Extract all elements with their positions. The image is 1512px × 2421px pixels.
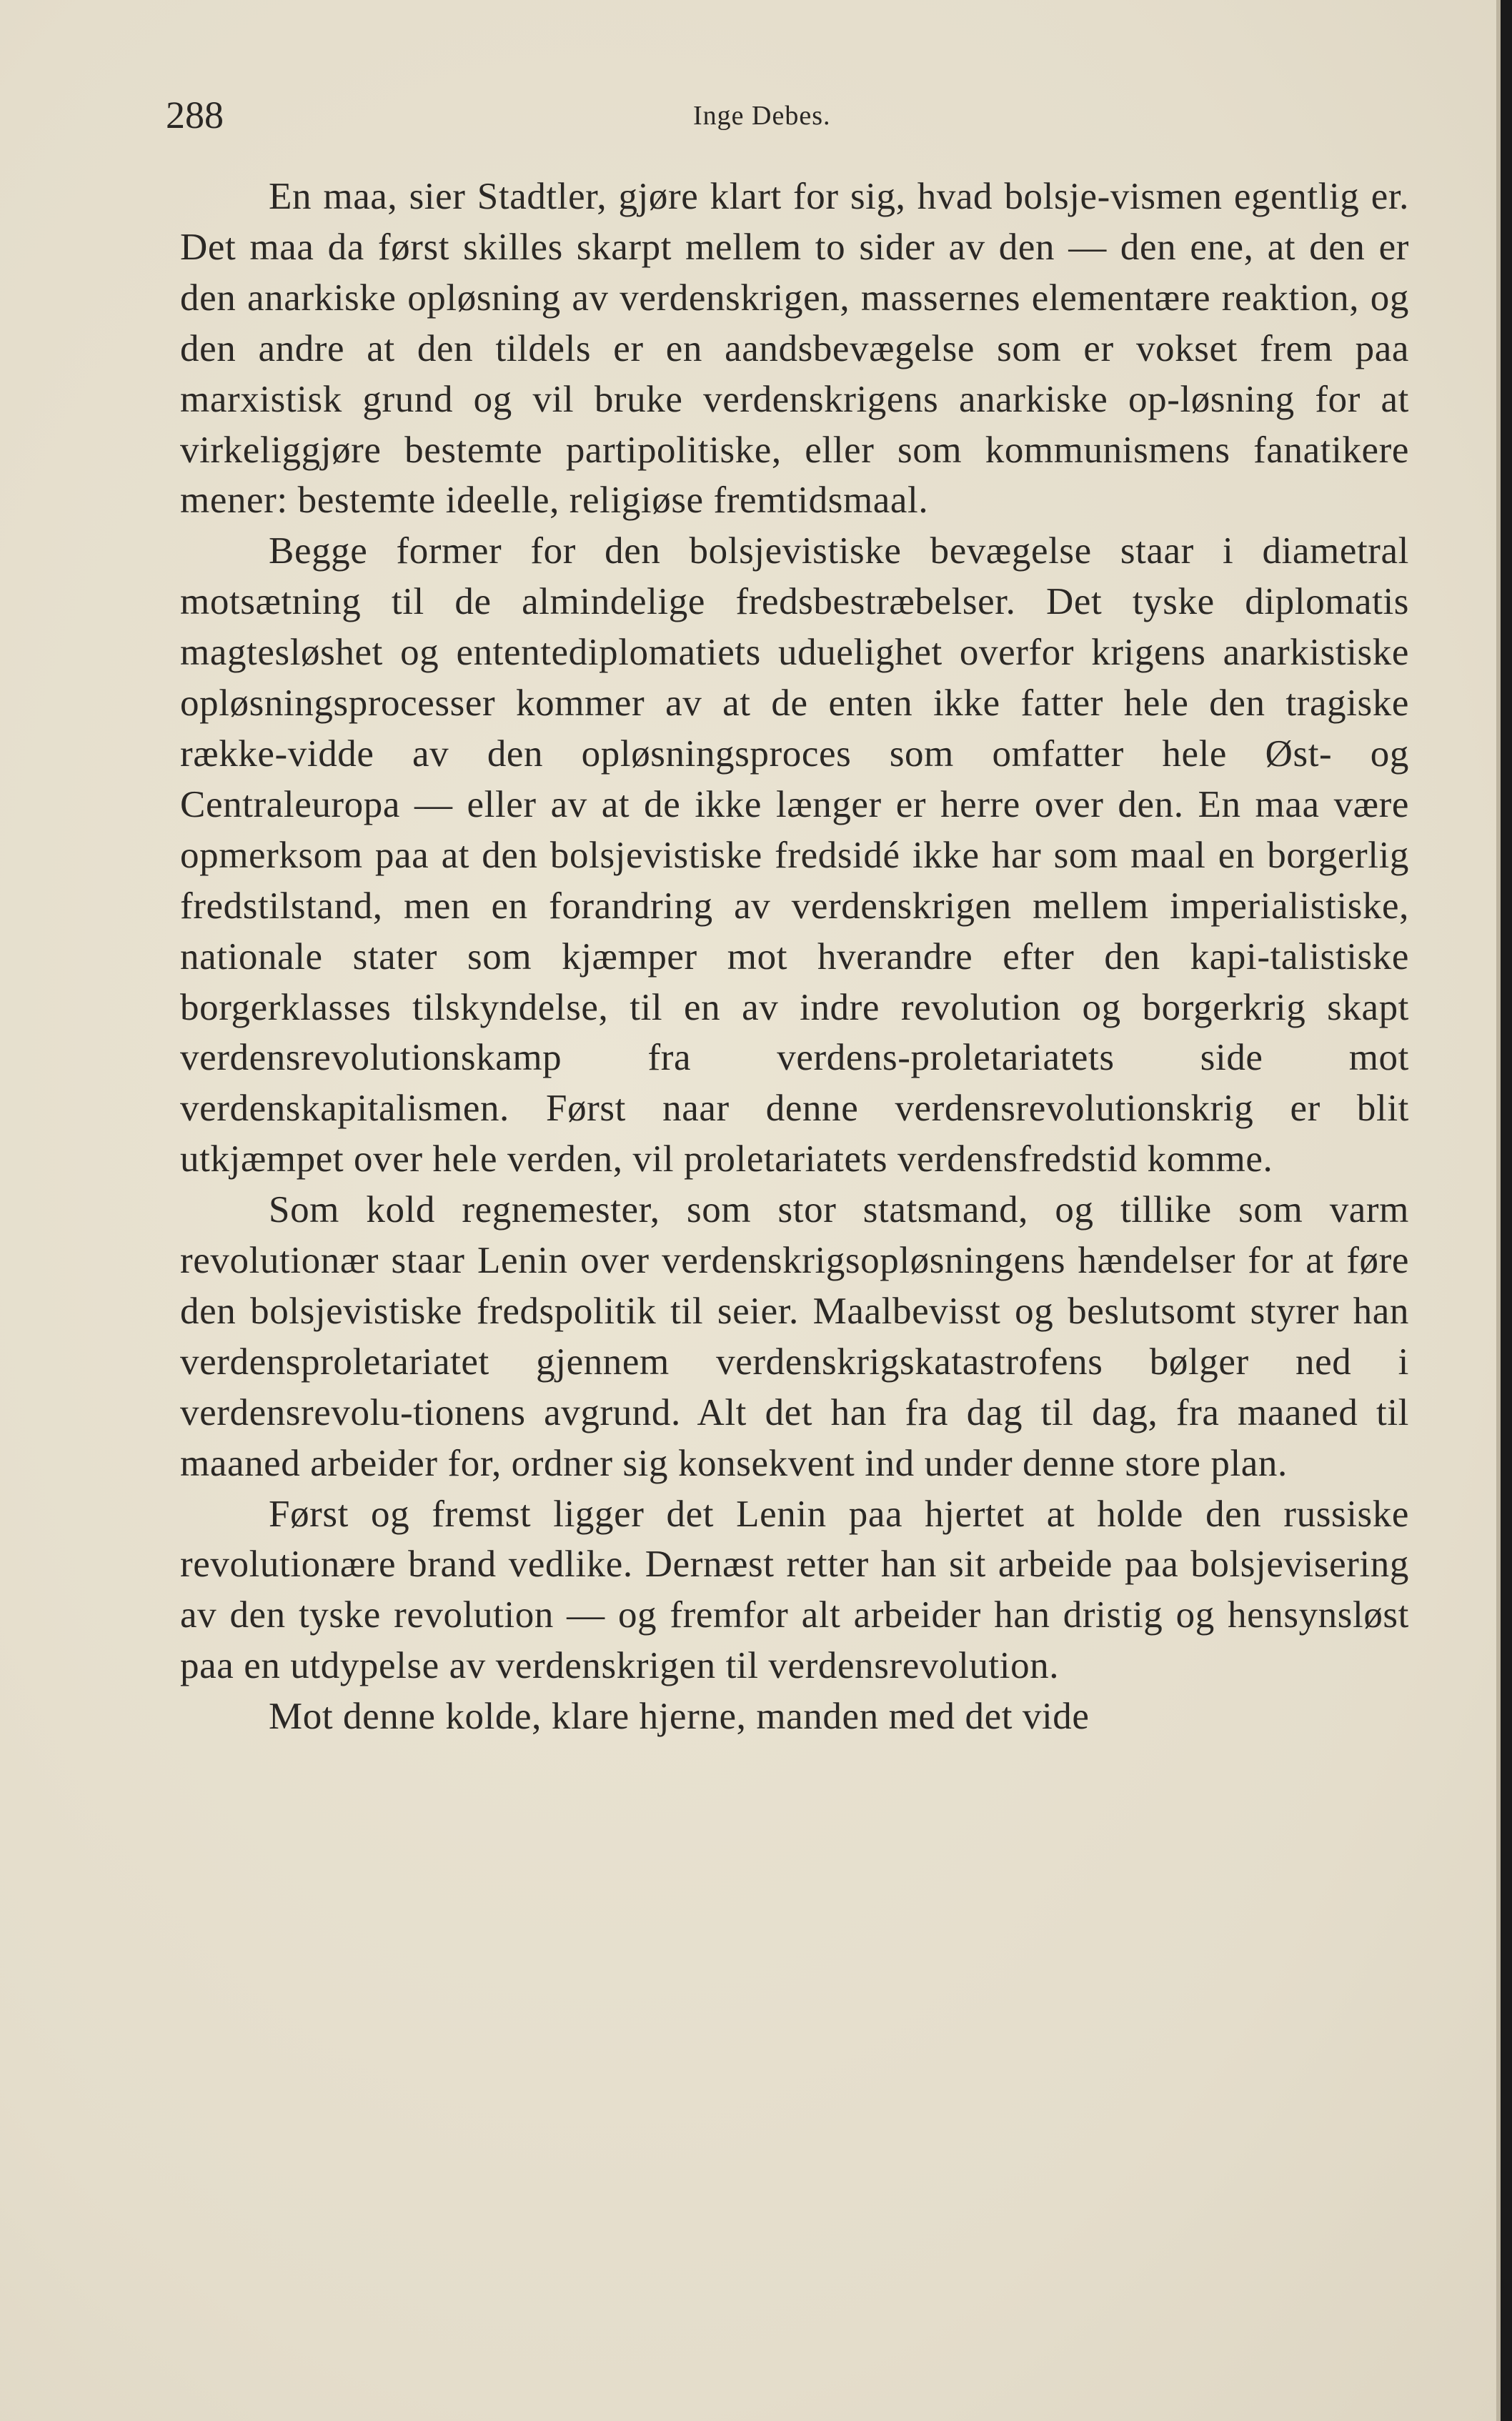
paragraph: Mot denne kolde, klare hjerne, manden med det vide [269, 1696, 1090, 1738]
paragraph: Som kold regnemester, som stor statsmand, og tillike som varm revolutionær staar Lenin over verdenskrigsopløsningens hændelser for at føre den bolsjevistiske fredspolitik til seier. Maalbevisst og beslutsomt styrer han verdensproletariatet gjennem verdenskrigskatastrofens bølger ned i verdensrevolu-tionens avgrund. Alt det han fra dag til dag, fra maaned til maaned arbeider for, ordner sig konsekvent ind under denne store plan. [180, 1189, 1409, 1484]
page-header [166, 93, 1409, 150]
body-text [180, 171, 1409, 1742]
page-edge [1496, 0, 1501, 2421]
paragraph: Først og fremst ligger det Lenin paa hjertet at holde den russiske revolutionære brand vedlike. Dernæst retter han sit arbeide paa bolsjevisering av den tyske revolution — og fremfor alt arbeider han dristig og hensynsløst paa en utdypelse av verdenskrigen til verdensrevolution. [180, 1493, 1409, 1687]
paragraph: En maa, sier Stadtler, gjøre klart for sig, hvad bolsje-vismen egentlig er. Det maa da først skilles skarpt mellem to sider av den — den ene, at den er den anarkiske opløsning av verdenskrigen, massernes elementære reaktion, og den andre at den tildels er en aandsbevægelse som er vokset frem paa marxistisk grund og vil bruke verdenskrigens anarkiske op-løsning for at virkeliggjøre bestemte partipolitiske, eller som kommunismens fanatikere mener: bestemte ideelle, religiøse fremtidsmaal. [180, 176, 1409, 522]
paragraph: Begge former for den bolsjevistiske bevægelse staar i diametral motsætning til de almindelige fredsbestræbelser. Det tyske diplomatis magtesløshet og ententediplomatiets uduelighet overfor krigens anarkistiske opløsningsprocesser kommer av at de enten ikke fatter hele den tragiske række-vidde av den opløsningsproces som omfatter hele Øst- og Centraleuropa — eller av at de ikke længer er herre over den. En maa være opmerksom paa at den bolsjevistiske fredsidé ikke har som maal en borgerlig fredstilstand, men en forandring av verdenskrigen mellem imperialistiske, nationale stater som kjæmper mot hverandre efter den kapi-talistiske borgerklasses tilskyndelse, til en av indre revolution og borgerkrig skapt verdensrevolutionskamp fra verdens-proletariatets side mot verdenskapitalismen. Først naar denne verdensrevolutionskrig er blit utkjæmpet over hele verden, vil proletariatets verdensfredstid komme. [180, 530, 1409, 1180]
running-head: Inge Debes. [693, 101, 831, 131]
page-number: 288 [166, 94, 224, 136]
